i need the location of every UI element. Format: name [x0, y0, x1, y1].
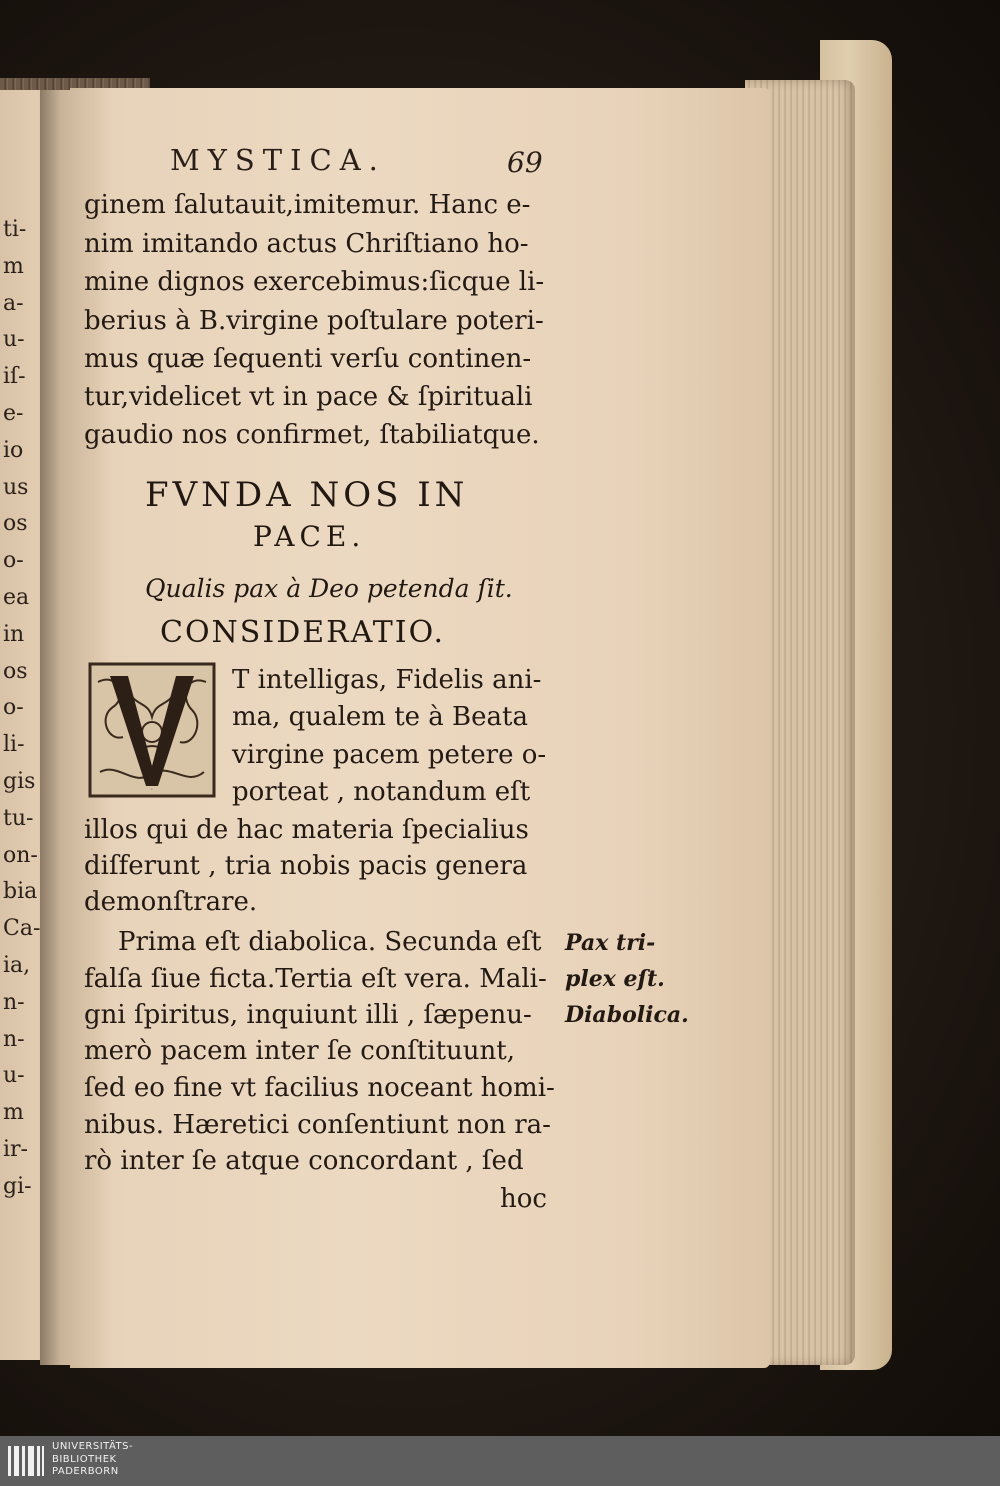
left-page-fragment: iſ-	[3, 364, 26, 390]
text-line: tur,videlicet vt in pace & ſpirituali	[84, 382, 533, 412]
left-page-fragment: ti-	[3, 217, 27, 242]
section-subtitle: Qualis pax à Deo petenda ſit.	[145, 574, 513, 603]
text-line: rò inter ſe atque concordant , ſed	[84, 1146, 524, 1176]
text-line: gni ſpiritus, inquiunt illi , ſæpenu-	[84, 1000, 532, 1030]
text-line: Prima eſt diabolica. Secunda eſt	[118, 927, 542, 957]
text-line: gaudio nos confirmet, ſtabiliatque.	[84, 420, 540, 450]
text-line: ginem ſalutauit,imitemur. Hanc e-	[84, 190, 531, 220]
left-page-fragment: bia	[3, 879, 38, 905]
left-page-fragment: m	[3, 1100, 24, 1126]
text-line: berius à B.virgine poſtulare poteri-	[84, 306, 544, 336]
left-page-fragment: us	[3, 474, 29, 500]
margin-note: plex eſt.	[565, 966, 665, 992]
left-page-fragment: Ca-	[3, 916, 41, 942]
catchword: hoc	[500, 1184, 547, 1214]
left-page-fragment: a-	[3, 290, 24, 316]
left-page-fragment: ir-	[3, 1136, 28, 1162]
left-page-fragment: io	[3, 437, 24, 463]
left-page-fragment: e-	[3, 400, 24, 426]
margin-note: Pax tri-	[565, 930, 656, 956]
left-page-fragment: u-	[3, 327, 25, 353]
section-title: FVNDA NOS IN	[145, 475, 469, 515]
text-line: porteat , notandum eſt	[232, 777, 531, 807]
svg-text:V: V	[151, 789, 153, 791]
text-line: mine dignos exercebimus:ſicque li-	[84, 267, 545, 297]
text-line: T intelligas, Fidelis ani-	[232, 665, 542, 695]
library-name	[52, 1441, 133, 1479]
left-page-fragment: gis	[3, 768, 36, 794]
left-page-fragment: o-	[3, 695, 24, 721]
library-name-line: UNIVERSITÄTS-	[52, 1441, 134, 1452]
left-page-fragment: tu-	[3, 805, 34, 831]
left-page-fragment: ia,	[3, 952, 31, 978]
library-logo-icon	[8, 1442, 46, 1480]
left-page-fragment: m	[3, 253, 24, 279]
library-name-line: BIBLIOTHEK	[52, 1453, 117, 1465]
library-footer-bar	[0, 1436, 1000, 1486]
text-line: merò pacem inter ſe conſtituunt,	[84, 1036, 516, 1066]
text-line: ſed eo fine vt facilius noceant homi-	[84, 1073, 555, 1103]
left-page-fragment: n-	[3, 1026, 25, 1052]
left-page-fragment: in	[3, 621, 25, 647]
left-page-fragment: li-	[3, 732, 25, 758]
text-line: virgine pacem petere o-	[232, 740, 547, 770]
running-head: MYSTICA.	[170, 143, 386, 177]
text-line: ma, qualem te à Beata	[232, 702, 529, 732]
left-page-fragment: ea	[3, 584, 30, 610]
text-line: diſferunt , tria nobis pacis genera	[84, 851, 528, 881]
left-page-fragment: os	[3, 511, 28, 537]
margin-note: Diabolica.	[565, 1002, 689, 1028]
left-page-text-fragments	[0, 212, 40, 1206]
text-line: mus quæ ſequenti verſu continen-	[84, 344, 532, 374]
left-page-fragment: gi-	[3, 1173, 32, 1199]
text-line: nim imitando actus Chriſtiano ho-	[84, 229, 529, 259]
left-page-fragment: u-	[3, 1063, 25, 1089]
text-line: demonſtrare.	[84, 887, 258, 917]
section-title-continued: PACE.	[253, 520, 366, 553]
left-page-fragment: n-	[3, 989, 25, 1015]
left-page-fragment: on-	[3, 842, 38, 868]
library-name-line: PADERBORN	[52, 1466, 119, 1477]
consideratio-heading: CONSIDERATIO.	[160, 615, 445, 650]
text-line: nibus. Hæretici conſentiunt non ra-	[84, 1110, 551, 1140]
page-number: 69	[507, 146, 543, 179]
decorated-initial-v-icon	[88, 662, 216, 798]
text-line: illos qui de hac materia ſpecialius	[84, 815, 529, 845]
left-page-fragment: o-	[3, 548, 24, 574]
left-page-fragment: os	[3, 658, 28, 684]
text-line: falſa ſiue ficta.Tertia eſt vera. Mali-	[84, 964, 547, 994]
